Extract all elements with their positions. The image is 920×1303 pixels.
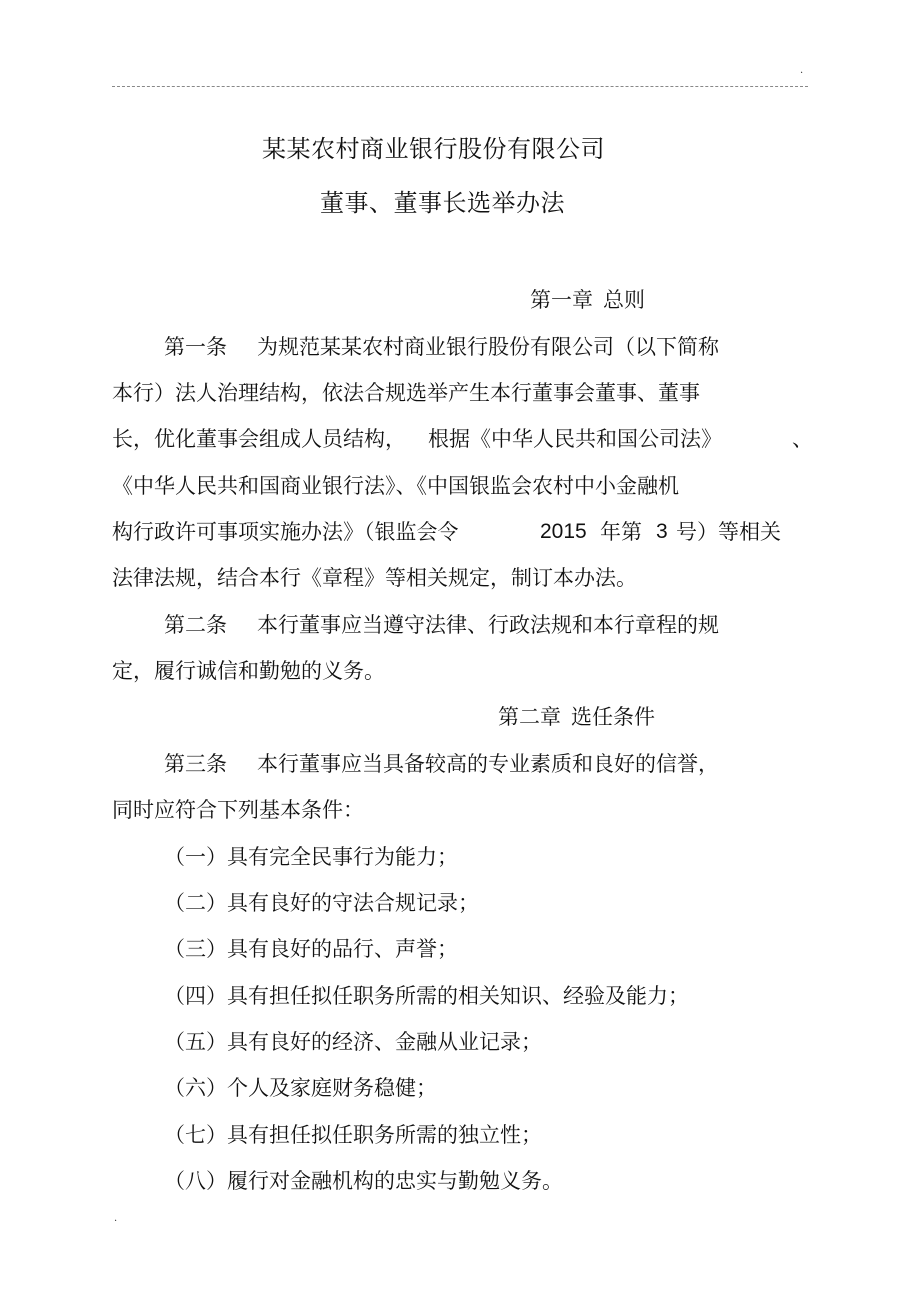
document-title-line2: 董事、董事长选举办法 <box>320 189 565 217</box>
corner-mark-bottom: . <box>114 1213 118 1224</box>
article-1-line-6: 法律法规，结合本行《章程》等相关规定，制订本办法。 <box>112 566 637 590</box>
article-2-line-1 <box>164 611 719 639</box>
article-3-line-2: 同时应符合下列基本条件： <box>112 798 364 822</box>
list-item: （三）具有良好的品行、声誉； <box>164 937 458 961</box>
document-title-line1: 某某农村商业银行股份有限公司 <box>262 135 605 163</box>
article-label: 第二条 <box>164 613 227 637</box>
article-1-line-1 <box>164 333 719 361</box>
article-text: 本行董事应当具备较高的专业素质和良好的信誉， <box>257 752 719 776</box>
article-1-line-3 <box>112 425 812 453</box>
article-text: 2015 <box>540 520 587 543</box>
article-text: 长，优化董事会组成人员结构， <box>112 427 406 451</box>
article-text: 构行政许可事项实施办法》（银监会令 <box>112 520 459 544</box>
chapter-name: 总则 <box>603 288 645 312</box>
article-text: 、 <box>792 427 813 451</box>
list-item: （七）具有担任拟任职务所需的独立性； <box>164 1123 542 1147</box>
article-text: 年第 <box>600 520 642 544</box>
list-item: （一）具有完全民事行为能力； <box>164 845 458 869</box>
list-item: （六）个人及家庭财务稳健； <box>164 1076 437 1100</box>
chapter-number: 第一章 <box>530 288 593 312</box>
chapter-name: 选任条件 <box>571 705 655 729</box>
chapter-number: 第二章 <box>498 705 561 729</box>
corner-mark-top: . <box>800 65 804 76</box>
list-item: （四）具有担任拟任职务所需的相关知识、经验及能力； <box>164 984 689 1008</box>
article-1-line-2: 本行）法人治理结构，依法合规选举产生本行董事会董事、董事 <box>112 381 700 405</box>
list-item: （五）具有良好的经济、金融从业记录； <box>164 1030 542 1054</box>
list-item: （二）具有良好的守法合规记录； <box>164 891 479 915</box>
header-rule <box>112 86 808 87</box>
chapter-heading-1 <box>530 286 645 314</box>
article-label: 第一条 <box>164 335 227 359</box>
article-text: 号）等相关 <box>676 520 781 544</box>
article-label: 第三条 <box>164 752 227 776</box>
article-text: 3 <box>656 520 668 543</box>
article-text: 为规范某某农村商业银行股份有限公司（以下简称 <box>257 335 719 359</box>
list-item: （八）履行对金融机构的忠实与勤勉义务。 <box>164 1169 563 1193</box>
article-text: 本行董事应当遵守法律、行政法规和本行章程的规 <box>257 613 719 637</box>
article-3-line-1 <box>164 750 719 778</box>
article-1-line-5 <box>112 518 812 546</box>
article-2-line-2: 定，履行诚信和勤勉的义务。 <box>112 659 385 683</box>
chapter-heading-2 <box>498 703 655 731</box>
article-1-line-4: 《中华人民共和国商业银行法》、《中国银监会农村中小金融机 <box>112 474 679 498</box>
article-text: 根据《中华人民共和国公司法》 <box>428 427 722 451</box>
